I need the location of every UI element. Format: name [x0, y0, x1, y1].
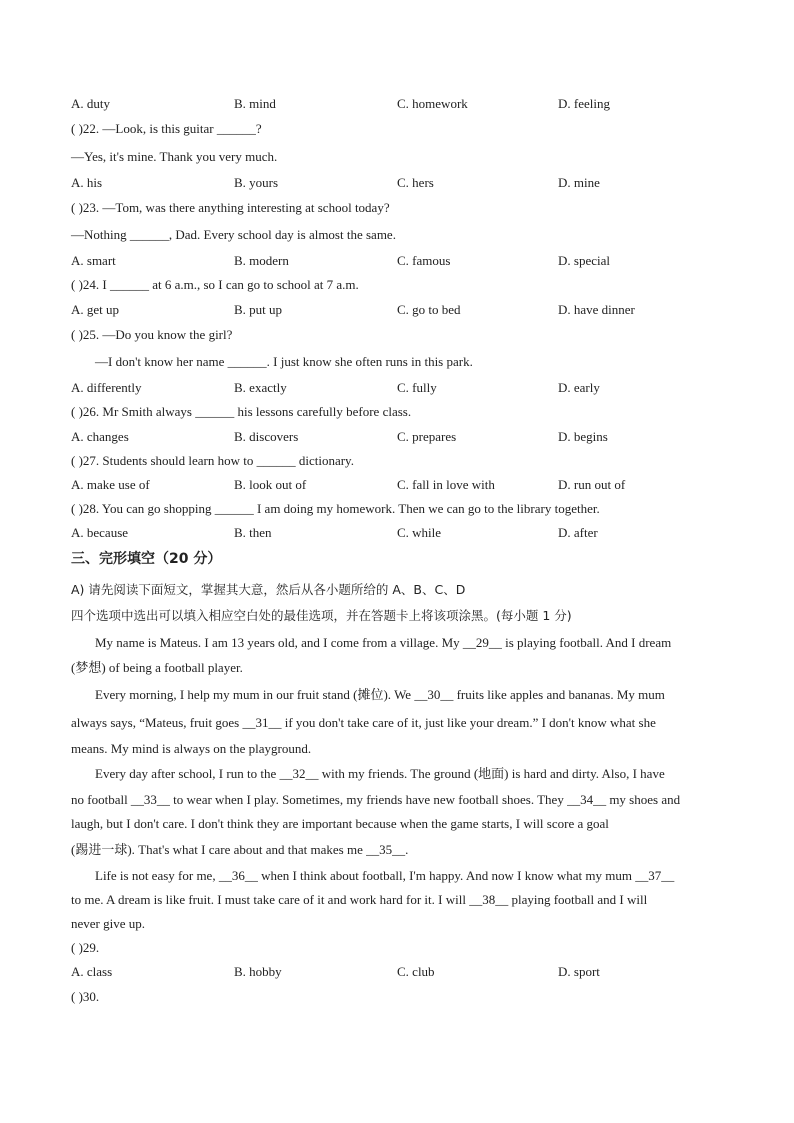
option-d: D. mine [558, 175, 600, 190]
option-a: A. class [71, 964, 113, 979]
option-d: D. begins [558, 429, 608, 444]
option-b: B. mind [234, 96, 276, 111]
q23-reply: —Nothing ______, Dad. Every school day is almost the same. [71, 227, 396, 242]
option-d: D. feeling [558, 96, 610, 111]
q26-options [71, 429, 721, 445]
passage-line: Every morning, I help my mum in our fruit stand (摊位). We __30__ fruits like apples and bananas. My mum [95, 687, 665, 702]
option-c: C. club [397, 964, 435, 979]
q24-options [71, 302, 721, 318]
q29-stem: ( )29. [71, 940, 100, 955]
option-c: C. go to bed [397, 302, 461, 317]
option-c: C. hers [397, 175, 434, 190]
option-b: B. then [234, 525, 272, 540]
passage-line: Life is not easy for me, __36__ when I think about football, I'm happy. And now I know what my mum __37__ [95, 868, 675, 883]
option-a: A. changes [71, 429, 129, 444]
option-a: A. get up [71, 302, 120, 317]
option-b: B. modern [234, 253, 289, 268]
passage-line: never give up. [71, 916, 146, 931]
option-a: A. make use of [71, 477, 150, 492]
option-a: A. smart [71, 253, 116, 268]
q21-options [71, 96, 721, 112]
q23-stem: ( )23. —Tom, was there anything interesting at school today? [71, 200, 390, 215]
q28-options [71, 525, 721, 541]
passage-line: to me. A dream is like fruit. I must take care of it and work hard for it. I will __38__ playing football and I will [71, 892, 648, 907]
passage-line: (踢进一球). That's what I care about and that makes me __35__. [71, 842, 409, 857]
option-d: D. early [558, 380, 600, 395]
passage-line: laugh, but I don't care. I don't think they are important because when the game starts, I will score a goal [71, 816, 609, 831]
option-c: C. famous [397, 253, 451, 268]
option-d: D. have dinner [558, 302, 635, 317]
option-d: D. special [558, 253, 610, 268]
option-a: A. because [71, 525, 129, 540]
q25-stem: ( )25. —Do you know the girl? [71, 327, 233, 342]
passage-line: always says, “Mateus, fruit goes __31__ if you don't take care of it, just like your dream.” I don't know what she [71, 715, 656, 730]
option-b: B. hobby [234, 964, 282, 979]
q22-reply: —Yes, it's mine. Thank you very much. [71, 149, 278, 164]
q27-options [71, 477, 721, 493]
option-b: B. look out of [234, 477, 307, 492]
passage-line: My name is Mateus. I am 13 years old, and I come from a village. My __29__ is playing football. And I dream [95, 635, 672, 650]
passage-line: Every day after school, I run to the __32__ with my friends. The ground (地面) is hard and dirty. Also, I have [95, 766, 665, 781]
option-d: D. after [558, 525, 598, 540]
option-a: A. differently [71, 380, 142, 395]
passage-line: (梦想) of being a football player. [71, 660, 243, 675]
option-a: A. his [71, 175, 103, 190]
q22-stem: ( )22. —Look, is this guitar ______? [71, 121, 262, 136]
q24-stem: ( )24. I ______ at 6 a.m., so I can go to school at 7 a.m. [71, 277, 359, 292]
option-c: C. homework [397, 96, 468, 111]
q25-reply: —I don't know her name ______. I just know she often runs in this park. [95, 354, 473, 369]
q29-options [71, 964, 721, 980]
passage-line: means. My mind is always on the playground. [71, 741, 312, 756]
option-c: C. while [397, 525, 442, 540]
passage-line: no football __33__ to wear when I play. Sometimes, my friends have new football shoes. They __34__ my shoes and [71, 792, 681, 807]
option-b: B. discovers [234, 429, 299, 444]
section-instructions-2: 四个选项中选出可以填入相应空白处的最佳选项，并在答题卡上将该项涂黑。(每小题 1 分) [71, 608, 572, 623]
q22-options [71, 175, 721, 191]
section-instructions-1: A) 请先阅读下面短文，掌握其大意，然后从各小题所给的 A、B、C、D [71, 582, 466, 597]
q26-stem: ( )26. Mr Smith always ______ his lessons carefully before class. [71, 404, 412, 419]
q28-stem: ( )28. You can go shopping ______ I am doing my homework. Then we can go to the library together. [71, 501, 600, 516]
option-b: B. put up [234, 302, 283, 317]
q23-options [71, 253, 721, 269]
option-c: C. fully [397, 380, 437, 395]
option-b: B. exactly [234, 380, 287, 395]
option-c: C. prepares [397, 429, 457, 444]
q27-stem: ( )27. Students should learn how to ______ dictionary. [71, 453, 354, 468]
option-a: A. duty [71, 96, 110, 111]
option-b: B. yours [234, 175, 279, 190]
option-d: D. sport [558, 964, 600, 979]
option-d: D. run out of [558, 477, 626, 492]
section-title: 三、完形填空（20 分） [71, 551, 222, 567]
option-c: C. fall in love with [397, 477, 495, 492]
q25-options [71, 380, 721, 396]
q30-stem: ( )30. [71, 989, 100, 1004]
